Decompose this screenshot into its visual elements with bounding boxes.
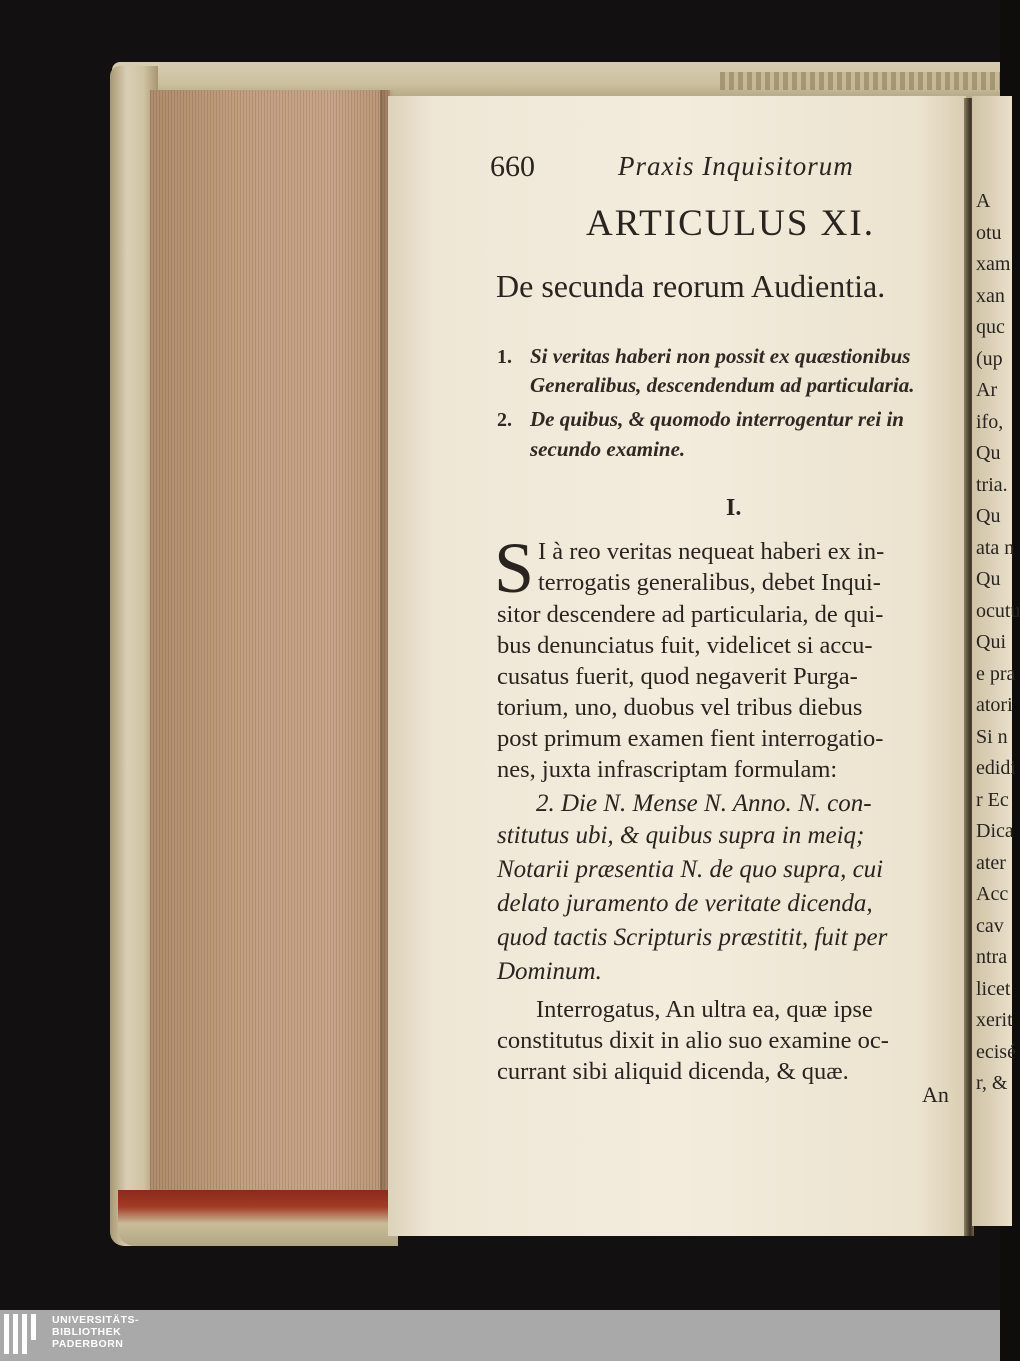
facing-page-fragment: Qu bbox=[976, 505, 1001, 527]
facing-page-fragment: Qu bbox=[976, 442, 1001, 464]
library-logo-icon bbox=[4, 1314, 44, 1354]
facing-page-fragment: cav bbox=[976, 914, 1004, 937]
facing-page-fragment: e pra bbox=[976, 662, 1016, 685]
facing-page-fragment: ntra bbox=[976, 946, 1008, 968]
text-line: post primum examen fient interrogatio- bbox=[497, 725, 884, 752]
text-line: sitor descendere ad particularia, de qui- bbox=[497, 601, 884, 628]
text-line: 2. Die N. Mense N. Anno. N. con- bbox=[536, 790, 872, 817]
text-line: I à reo veritas nequeat haberi ex in- bbox=[538, 538, 885, 565]
article-title: ARTICULUS XI. bbox=[586, 203, 875, 244]
facing-page-fragment: Acc bbox=[976, 883, 1009, 905]
article-subtitle: De secunda reorum Audientia. bbox=[496, 268, 886, 304]
summary-line: Si veritas haberi non possit ex quæstionibus bbox=[530, 344, 911, 368]
facing-page-fragment: ater bbox=[976, 851, 1006, 874]
text-line: Notarii præsentia N. de quo supra, cui bbox=[497, 856, 884, 883]
facing-page-fragment: ata n bbox=[976, 536, 1015, 559]
facing-page-fragment: Ar bbox=[976, 379, 998, 401]
text-line: torium, uno, duobus vel tribus diebus bbox=[497, 694, 863, 721]
facing-page-fragment: Qui bbox=[976, 631, 1006, 653]
book-cover-bottom bbox=[118, 1190, 398, 1246]
text-line: quod tactis Scripturis præstitit, fuit per bbox=[497, 924, 888, 951]
text-line: delato juramento de veritate dicenda, bbox=[497, 890, 873, 917]
facing-page-fragment: xerit bbox=[976, 1009, 1013, 1031]
text-line: nes, juxta infrascriptam formulam: bbox=[497, 756, 838, 783]
facing-page-fragment: xam bbox=[976, 253, 1011, 275]
page-number: 660 bbox=[490, 150, 535, 183]
library-name-line: BIBLIOTHEK bbox=[52, 1326, 122, 1338]
text-line: cusatus fuerit, quod negaverit Purga- bbox=[497, 663, 858, 690]
page-block-edges bbox=[150, 90, 390, 1238]
facing-page-fragment: r, & bbox=[976, 1072, 1008, 1094]
facing-page-fragment: edidi bbox=[976, 757, 1016, 779]
summary-line: De quibus, & quomodo interrogentur rei in bbox=[530, 407, 904, 431]
cover-edge-texture bbox=[720, 72, 1000, 90]
facing-page-fragment: Dica bbox=[976, 820, 1014, 842]
facing-page-fragment: Qu bbox=[976, 568, 1001, 590]
section-number: I. bbox=[726, 495, 742, 521]
text-line: terrogatis generalibus, debet Inqui- bbox=[538, 569, 881, 596]
facing-page-fragment: ifo, bbox=[976, 410, 1004, 433]
facing-page-fragment: r Ec bbox=[976, 788, 1009, 811]
summary-number: 2. bbox=[497, 409, 512, 431]
text-line: Dominum. bbox=[497, 958, 602, 985]
summary-line: Generalibus, descendendum ad particularia. bbox=[530, 373, 915, 397]
text-line: bus denunciatus fuit, videlicet si accu- bbox=[497, 632, 873, 659]
summary-line: secundo examine. bbox=[530, 437, 686, 461]
drop-capital: S bbox=[494, 528, 535, 608]
facing-page-fragment: quc bbox=[976, 316, 1005, 338]
facing-page-fragment: Si n bbox=[976, 725, 1008, 748]
text-line: stitutus ubi, & quibus supra in meiq; bbox=[497, 822, 865, 849]
facing-page-fragment: licet bbox=[976, 977, 1011, 1000]
facing-page-fragment: xan bbox=[976, 284, 1005, 307]
summary-number: 1. bbox=[497, 346, 512, 368]
facing-page-fragment: ocutu bbox=[976, 599, 1020, 622]
running-head: Praxis Inquisitorum bbox=[618, 151, 854, 181]
facing-page-fragment: ecisé bbox=[976, 1040, 1016, 1063]
library-name-line: UNIVERSITÄTS- bbox=[52, 1314, 140, 1326]
text-line: Interrogatus, An ultra ea, quæ ipse bbox=[536, 996, 873, 1023]
text-line: currant sibi aliquid dicenda, & quæ. bbox=[497, 1058, 849, 1085]
facing-page-fragment: atori bbox=[976, 694, 1013, 716]
library-name-line: PADERBORN bbox=[52, 1338, 124, 1350]
facing-page-fragment: (up bbox=[976, 347, 1003, 370]
facing-page-fragment: tria. bbox=[976, 473, 1008, 496]
facing-page-fragment: A bbox=[976, 190, 991, 212]
footer-bar bbox=[0, 1310, 1000, 1361]
text-line: constitutus dixit in alio suo examine oc- bbox=[497, 1027, 889, 1054]
facing-page-fragment: otu bbox=[976, 221, 1002, 244]
catchword: An bbox=[922, 1082, 949, 1107]
